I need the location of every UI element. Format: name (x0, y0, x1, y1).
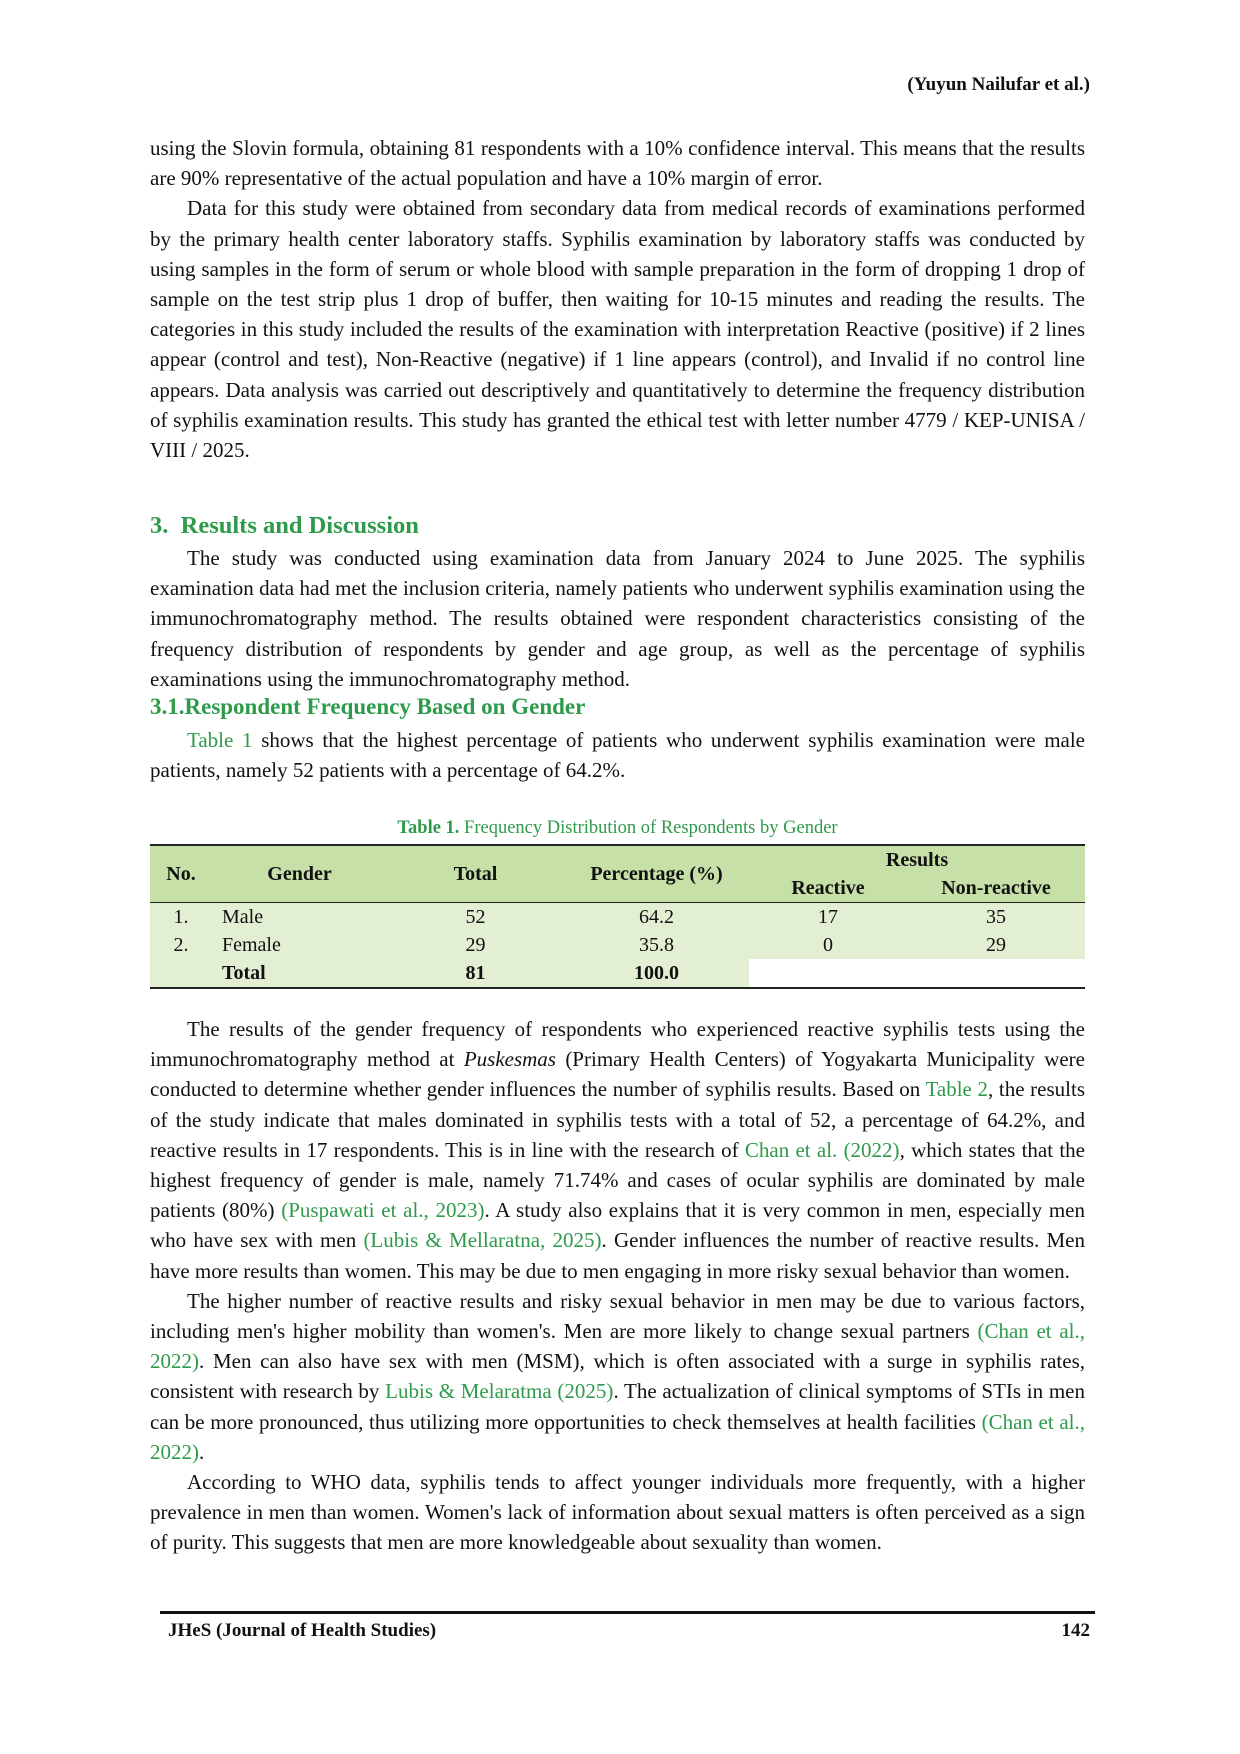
text-run: The higher number of reactive results and risky sexual behavior in men may be due to various factors, including men's higher mobility than women's. Men are more likely to change sexual partners (150, 1288, 1085, 1344)
table-1-link[interactable]: Table 1 (187, 728, 253, 752)
header-total: Total (387, 845, 564, 903)
discussion-paragraph-2 (150, 1286, 1085, 1467)
puskesmas-term: Puskesmas (463, 1047, 556, 1072)
cell-no: 2. (150, 931, 212, 959)
subsection-heading-gender: 3.1.Respondent Frequency Based on Gender (150, 694, 586, 719)
citation-link-chan-2022[interactable]: (Chan et al., 2022) (150, 1319, 1085, 1374)
gender-paragraph-1 (150, 725, 1085, 785)
citation-link-chan-2022[interactable]: Chan et al. (2022) (744, 1137, 900, 1162)
cell-gender: Female (212, 931, 387, 959)
text-run: . Men can also have sex with men (MSM), which is often associated with a surge in syphilis rates, consistent with research by (150, 1349, 1085, 1404)
table-1-caption-text: Frequency Distribution of Respondents by Gender (459, 818, 838, 838)
table-1-caption-label: Table 1. (397, 818, 460, 838)
page-number: 142 (1061, 1620, 1090, 1641)
header-reactive: Reactive (749, 874, 907, 903)
cell-total-label: Total (212, 959, 387, 988)
text-run: , which states that the highest frequency of gender is male, namely 71.74% and cases of ocular syphilis are dominated by male patients (80%) (150, 1137, 1086, 1223)
text-run: . Gender influences the number of reactive results. Men have more results than women. This may be due to men engaging in more risky sexual behavior than women. (150, 1228, 1085, 1283)
table-row (150, 903, 1085, 932)
table-1 (150, 844, 1085, 989)
methods-paragraph-1: using the Slovin formula, obtaining 81 respondents with a 10% confidence interval. This means that the results are 90% representative of the actual population and have a 10% margin of error. (150, 136, 1085, 191)
table-1-caption (150, 818, 1085, 839)
text-run: , the results of the study indicate that males dominated in syphilis tests with a total of 52, a percentage of 64.2%, and reactive results in 17 respondents. This is in line with the research of (150, 1077, 1085, 1162)
footer-journal: JHeS (Journal of Health Studies) (168, 1620, 437, 1641)
table-total-row (150, 959, 1085, 988)
methods-text (150, 133, 1085, 465)
cell-total: 29 (387, 931, 564, 959)
gender-paragraph-text: shows that the highest percentage of patients who underwent syphilis examination were male patients, namely 52 patients with a percentage of 64.2%. (150, 728, 1086, 783)
gender-text (150, 725, 1085, 785)
text-run: . The actualization of clinical symptoms of STIs in men can be more pronounced, thus utilizing more opportunities to check themselves at health facilities (150, 1379, 1086, 1434)
header-gender: Gender (212, 845, 387, 903)
discussion-paragraph-3: According to WHO data, syphilis tends to affect younger individuals more frequently, with a higher prevalence in men than women. Women's lack of information about sexual matters is often perceived as a sign of purity. This suggests that men are more knowledgeable about sexuality than women. (150, 1470, 1085, 1555)
cell-total-percentage: 100.0 (564, 959, 749, 988)
citation-link-lubis-2025[interactable]: Lubis & Melaratma (2025) (385, 1379, 614, 1404)
text-run: The results of the gender frequency of respondents who experienced reactive syphilis tests using the immunochromatography method at (150, 1017, 1085, 1072)
running-head: (Yuyun Nailufar et al.) (907, 74, 1090, 95)
cell-nonreactive: 29 (907, 931, 1085, 959)
table-2-link[interactable]: Table 2 (925, 1077, 988, 1102)
cell-reactive: 17 (749, 903, 907, 932)
discussion-paragraph-1 (150, 1014, 1085, 1286)
cell-total-sum: 81 (387, 959, 564, 988)
cell-no-empty (150, 959, 212, 988)
citation-link-puspawati-2023[interactable]: (Puspawati et al., 2023) (281, 1198, 485, 1223)
citation-link-lubis-2025[interactable]: (Lubis & Mellaratna, 2025) (363, 1228, 602, 1253)
cell-total: 52 (387, 903, 564, 932)
header-percentage: Percentage (%) (564, 845, 749, 903)
results-text (150, 543, 1085, 694)
header-nonreactive: Non-reactive (907, 874, 1085, 903)
footer-rule (160, 1611, 1095, 1614)
cell-nonreactive: 35 (907, 903, 1085, 932)
cell-percentage: 35.8 (564, 931, 749, 959)
cell-nonreactive-empty (907, 959, 1085, 988)
methods-paragraph-2: Data for this study were obtained from secondary data from medical records of examinations performed by the primary health center laboratory staffs. Syphilis examination by laboratory staffs was conducted by using samples in the form of serum or whole blood with sample preparation in the form of dropping 1 drop of sample on the test strip plus 1 drop of buffer, then waiting for 10-15 minutes and reading the results. The categories in this study included the results of the examination with interpretation Reactive (positive) if 2 lines appear (control and test), Non-Reactive (negative) if 1 line appears (control), and Invalid if no control line appears. Data analysis was carried out descriptively and quantitatively to determine the frequency distribution of syphilis examination results. This study has granted the ethical test with letter number 4779 / KEP-UNISA / VIII / 2025. (150, 196, 1085, 463)
cell-percentage: 64.2 (564, 903, 749, 932)
table-row (150, 931, 1085, 959)
results-paragraph-1: The study was conducted using examination data from January 2024 to June 2025. The syphilis examination data had met the inclusion criteria, namely patients who underwent syphilis examination using the immunochromatography method. The results obtained were respondent characteristics consisting of the frequency distribution of respondents by gender and age group, as well as the percentage of syphilis examinations using the immunochromatography method. (150, 546, 1085, 691)
header-no: No. (150, 845, 212, 903)
cell-reactive: 0 (749, 931, 907, 959)
discussion-text (150, 1014, 1085, 1558)
citation-link-chan-2022[interactable]: (Chan et al., 2022) (150, 1409, 1085, 1464)
section-heading-results: 3. Results and Discussion (150, 512, 419, 539)
cell-reactive-empty (749, 959, 907, 988)
text-run: . A study also explains that it is very common in men, especially men who have sex with men (150, 1198, 1086, 1253)
text-run: . (199, 1439, 205, 1464)
cell-no: 1. (150, 903, 212, 932)
text-run: (Primary Health Centers) of Yogyakarta Municipality were conducted to determine whether gender influences the number of syphilis results. Based on (150, 1047, 1085, 1102)
cell-gender: Male (212, 903, 387, 932)
header-results: Results (749, 845, 1085, 874)
